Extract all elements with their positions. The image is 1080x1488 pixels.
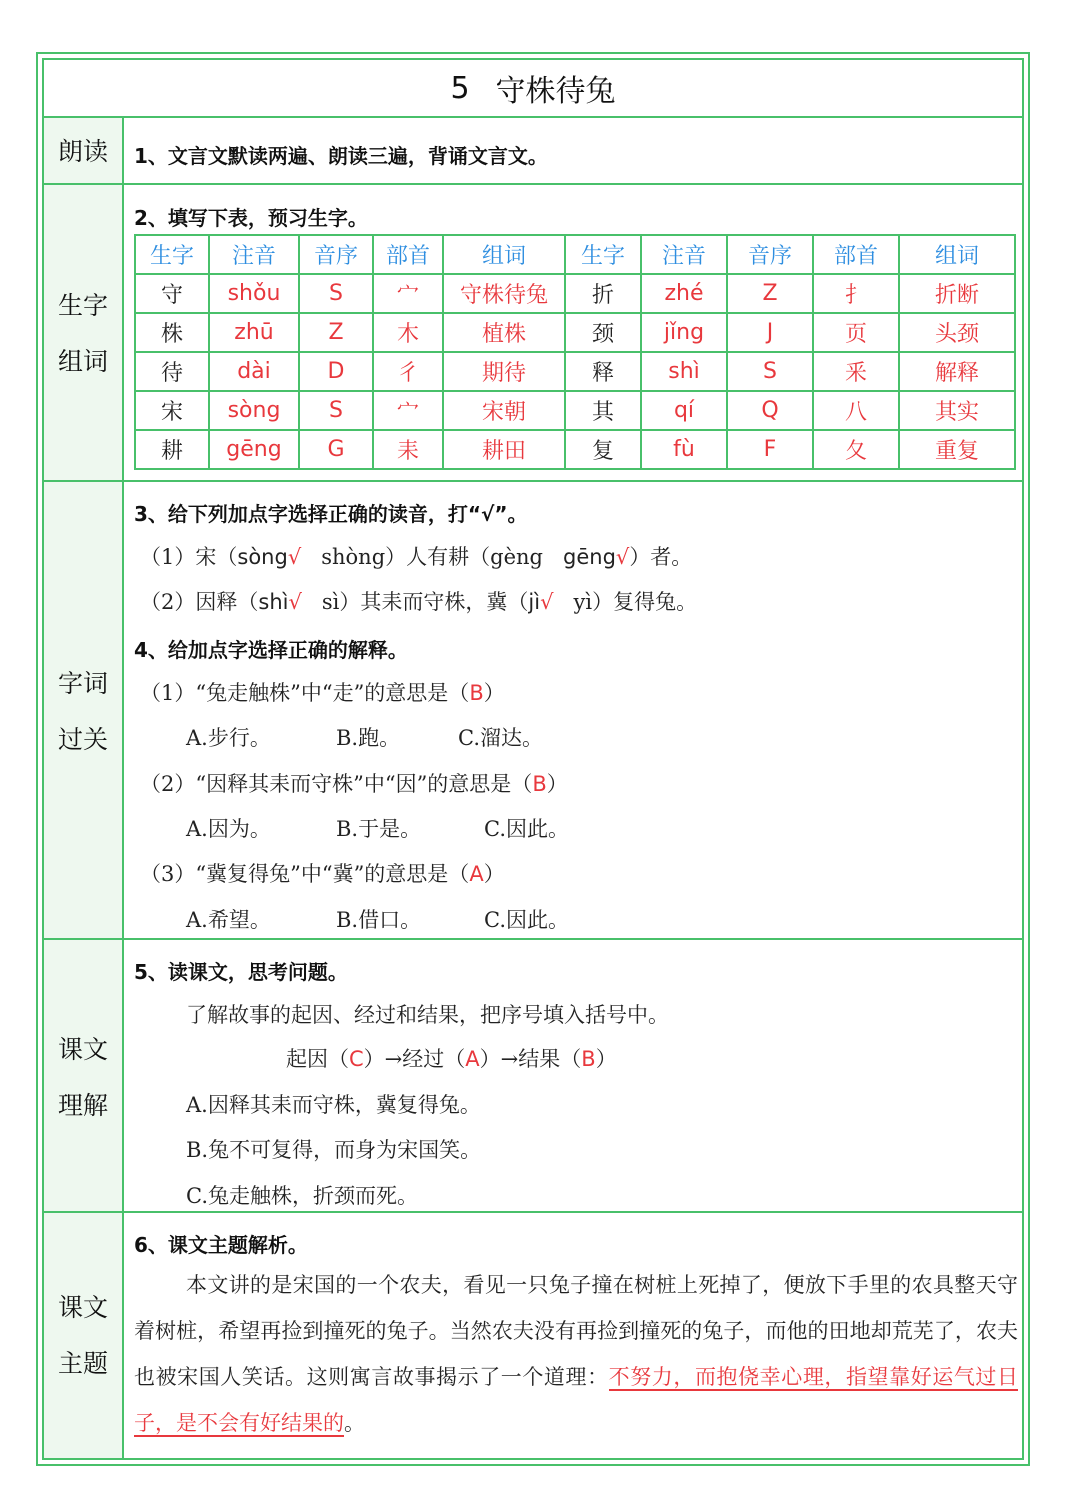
table-row xyxy=(135,352,1015,391)
cell-radical: 釆 xyxy=(813,352,899,391)
q3-2-suffix: yì）复得兔。 xyxy=(573,590,698,614)
check-mark: √ xyxy=(540,590,554,614)
q3-1-suffix: ）者。 xyxy=(629,545,693,569)
cell-pinyin: zhū xyxy=(209,313,299,352)
table-row xyxy=(135,430,1015,469)
q5-option-c: C.兔走触株，折颈而死。 xyxy=(186,1184,418,1208)
cell-radical: 宀 xyxy=(373,274,443,313)
cell-initial: Z xyxy=(299,313,373,352)
divider-4 xyxy=(44,1211,1022,1213)
cell-character: 株 xyxy=(135,313,209,352)
cell-pinyin: sòng xyxy=(209,391,299,430)
q4-3-answer: A xyxy=(469,862,484,886)
q5-result-answer: B xyxy=(581,1047,596,1071)
q4-1-question: （1）“兔走触株”中“走”的意思是（ xyxy=(140,681,470,705)
cell-radical: 彳 xyxy=(373,352,443,391)
q5-heading: 5、读课文，思考问题。 xyxy=(134,960,348,984)
q4-2-answer: B xyxy=(532,772,547,796)
table-header-row xyxy=(135,235,1015,274)
q3-1-middle: shòng）人有耕（gèng xyxy=(321,545,543,569)
q3-item-1 xyxy=(140,541,692,571)
q5-result-label: ）→结果（ xyxy=(479,1047,582,1071)
label-words-1: 字词 xyxy=(57,669,108,698)
check-mark: √ xyxy=(287,545,302,569)
label-characters-1: 生字 xyxy=(57,291,108,320)
cell-character: 颈 xyxy=(565,313,641,352)
q3-heading: 3、给下列加点字选择正确的读音，打“√”。 xyxy=(134,502,528,526)
cell-word: 守株待兔 xyxy=(443,274,565,313)
cell-word: 折断 xyxy=(899,274,1015,313)
cell-pinyin: shì xyxy=(641,352,727,391)
q5-option-a: A.因释其耒而守株，冀复得兔。 xyxy=(186,1093,481,1117)
cell-pinyin: qí xyxy=(641,391,727,430)
q4-item-2 xyxy=(140,768,568,798)
q3-2-option-a: shì xyxy=(258,590,289,614)
label-theme-2: 主题 xyxy=(57,1349,108,1378)
cell-word: 植株 xyxy=(443,313,565,352)
q4-3-option-c: C.因此。 xyxy=(484,908,569,932)
q4-3-option-b: B.借口。 xyxy=(336,908,422,932)
cell-word: 重复 xyxy=(899,430,1015,469)
cell-pinyin: fù xyxy=(641,430,727,469)
header-cell: 生字 xyxy=(135,235,209,274)
cell-word: 宋朝 xyxy=(443,391,565,430)
cell-radical: 木 xyxy=(373,313,443,352)
cell-initial: Z xyxy=(727,274,813,313)
label-characters-2: 组词 xyxy=(57,347,108,376)
cell-initial: G xyxy=(299,430,373,469)
q4-heading: 4、给加点字选择正确的解释。 xyxy=(134,638,408,662)
cell-initial: J xyxy=(727,313,813,352)
cell-word: 头颈 xyxy=(899,313,1015,352)
header-cell: 注音 xyxy=(641,235,727,274)
q4-3-question: （3）“冀复得兔”中“冀”的意思是（ xyxy=(140,862,470,886)
cell-pinyin: gēng xyxy=(209,430,299,469)
q5-instruction: 了解故事的起因、经过和结果，把序号填入括号中。 xyxy=(186,1003,669,1027)
header-cell: 组词 xyxy=(899,235,1015,274)
q3-item-2 xyxy=(140,586,697,616)
q6-heading: 6、课文主题解析。 xyxy=(134,1233,308,1257)
q4-1-option-b: B.跑。 xyxy=(336,726,401,750)
header-cell: 生字 xyxy=(565,235,641,274)
header-cell: 音序 xyxy=(727,235,813,274)
theme-paragraph xyxy=(134,1262,1018,1446)
header-cell: 音序 xyxy=(299,235,373,274)
cell-radical: 宀 xyxy=(373,391,443,430)
page-title xyxy=(44,60,1022,118)
label-words-2: 过关 xyxy=(57,725,108,754)
table-row xyxy=(135,274,1015,313)
q4-item-1 xyxy=(140,677,505,707)
cell-character: 折 xyxy=(565,274,641,313)
q4-1-option-c: C.溜达。 xyxy=(458,726,543,750)
q4-3-close: ） xyxy=(483,862,505,886)
q4-item-3 xyxy=(140,858,505,888)
q5-close: ） xyxy=(595,1047,617,1071)
cell-pinyin: zhé xyxy=(641,274,727,313)
q4-2-option-b: B.于是。 xyxy=(336,817,422,841)
q5-cause-label: 起因（ xyxy=(286,1047,349,1071)
q3-1-prefix: （1）宋（ xyxy=(140,545,238,569)
cell-pinyin: jǐng xyxy=(641,313,727,352)
cell-radical: 页 xyxy=(813,313,899,352)
label-reading: 朗读 xyxy=(57,137,108,166)
theme-text: 本文讲的是宋国的一个农夫，看见一只兔子撞在树桩上死掉了，便放下手里的农具整天守着树桩，希望再捡到撞死的兔子。当然农夫没有再捡到撞死的兔子，而他的田地却荒芜了，农夫也被宋国人笑话。这则寓言故事揭示了一个道理： xyxy=(134,1273,1018,1389)
theme-period: 。 xyxy=(344,1411,365,1435)
cell-initial: S xyxy=(727,352,813,391)
cell-radical: 夂 xyxy=(813,430,899,469)
theme-moral: 不努力，而抱侥幸心理，指望靠好运气过日子，是不会有好结果的 xyxy=(134,1365,1019,1435)
divider-3 xyxy=(44,938,1022,940)
q5-sequence xyxy=(286,1043,617,1073)
cell-word: 期待 xyxy=(443,352,565,391)
label-understanding-1: 课文 xyxy=(57,1035,108,1064)
q4-1-answer: B xyxy=(469,681,484,705)
q3-1-option-a: sòng xyxy=(237,545,288,569)
cell-pinyin: shǒu xyxy=(209,274,299,313)
q4-2-question: （2）“因释其耒而守株”中“因”的意思是（ xyxy=(140,772,533,796)
q4-3-option-a: A.希望。 xyxy=(186,908,271,932)
cell-word: 耕田 xyxy=(443,430,565,469)
lesson-title: 守株待兔 xyxy=(495,74,616,109)
cell-radical: 扌 xyxy=(813,274,899,313)
cell-character: 待 xyxy=(135,352,209,391)
q4-2-option-c: C.因此。 xyxy=(484,817,569,841)
character-table xyxy=(134,234,1016,470)
label-theme-1: 课文 xyxy=(57,1293,108,1322)
cell-character: 释 xyxy=(565,352,641,391)
divider-2 xyxy=(44,480,1022,482)
cell-radical: 八 xyxy=(813,391,899,430)
q3-1-option-b: gēng xyxy=(563,545,616,569)
q3-2-middle: sì）其耒而守株，冀（ xyxy=(321,590,529,614)
check-mark: √ xyxy=(288,590,302,614)
q5-cause-answer: C xyxy=(349,1047,364,1071)
q4-2-option-a: A.因为。 xyxy=(186,817,271,841)
cell-word: 解释 xyxy=(899,352,1015,391)
q3-2-option-b: jì xyxy=(528,590,541,614)
header-cell: 组词 xyxy=(443,235,565,274)
header-cell: 部首 xyxy=(813,235,899,274)
q5-process-answer: A xyxy=(465,1047,480,1071)
q5-process-label: ）→经过（ xyxy=(363,1047,466,1071)
divider-1 xyxy=(44,183,1022,185)
cell-initial: F xyxy=(727,430,813,469)
q3-2-prefix: （2）因释（ xyxy=(140,590,259,614)
cell-word: 其实 xyxy=(899,391,1015,430)
cell-initial: D xyxy=(299,352,373,391)
cell-initial: S xyxy=(299,391,373,430)
table-row xyxy=(135,391,1015,430)
lesson-number: 5 xyxy=(450,70,470,106)
q5-option-b: B.兔不可复得，而身为宋国笑。 xyxy=(186,1138,482,1162)
cell-character: 宋 xyxy=(135,391,209,430)
q4-2-close: ） xyxy=(546,772,568,796)
cell-character: 其 xyxy=(565,391,641,430)
q4-1-close: ） xyxy=(483,681,505,705)
cell-character: 守 xyxy=(135,274,209,313)
cell-initial: S xyxy=(299,274,373,313)
characters-heading: 2、填写下表，预习生字。 xyxy=(134,206,368,230)
cell-character: 耕 xyxy=(135,430,209,469)
q4-1-option-a: A.步行。 xyxy=(186,726,271,750)
check-mark: √ xyxy=(615,545,630,569)
cell-pinyin: dài xyxy=(209,352,299,391)
cell-radical: 耒 xyxy=(373,430,443,469)
cell-character: 复 xyxy=(565,430,641,469)
header-cell: 部首 xyxy=(373,235,443,274)
table-row xyxy=(135,313,1015,352)
header-cell: 注音 xyxy=(209,235,299,274)
label-understanding-2: 理解 xyxy=(57,1091,108,1120)
reading-instruction: 1、文言文默读两遍、朗读三遍，背诵文言文。 xyxy=(134,144,548,168)
cell-initial: Q xyxy=(727,391,813,430)
